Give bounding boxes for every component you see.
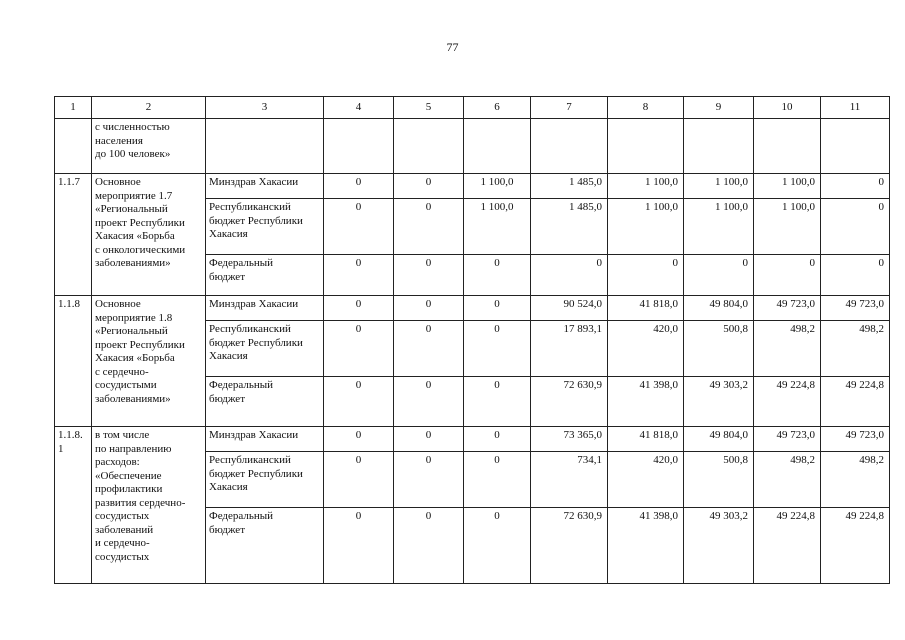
header-cell: 4 <box>324 97 394 119</box>
value-cell: 1 100,0 <box>608 199 684 255</box>
value-cell: 0 <box>324 508 394 584</box>
value-cell: 0 <box>464 427 531 452</box>
item-code: 1.1.8 <box>55 296 92 427</box>
value-cell: 0 <box>464 452 531 508</box>
value-cell: 73 365,0 <box>531 427 608 452</box>
item-code: 1.1.8. 1 <box>55 427 92 584</box>
budget-table <box>54 96 890 584</box>
value-cell: 90 524,0 <box>531 296 608 321</box>
value-cell: 0 <box>394 508 464 584</box>
empty-cell <box>394 119 464 174</box>
value-cell: 0 <box>324 174 394 199</box>
funding-source: Федеральный бюджет <box>206 255 324 296</box>
value-cell: 0 <box>394 296 464 321</box>
value-cell: 49 804,0 <box>684 427 754 452</box>
item-title: в том числе по направлению расходов: «Обеспечение профилактики развития сердечно- сосудистых заболеваний и сердечно- сосудистых <box>92 427 206 584</box>
continuation-row <box>55 119 890 174</box>
value-cell: 41 398,0 <box>608 377 684 427</box>
value-cell: 49 224,8 <box>754 508 821 584</box>
value-cell: 0 <box>684 255 754 296</box>
value-cell: 72 630,9 <box>531 508 608 584</box>
value-cell: 0 <box>464 321 531 377</box>
value-cell: 1 100,0 <box>464 174 531 199</box>
value-cell: 0 <box>324 296 394 321</box>
value-cell: 49 303,2 <box>684 377 754 427</box>
value-cell: 0 <box>394 427 464 452</box>
empty-cell <box>531 119 608 174</box>
value-cell: 1 485,0 <box>531 199 608 255</box>
value-cell: 0 <box>394 174 464 199</box>
value-cell: 498,2 <box>754 452 821 508</box>
value-cell: 41 398,0 <box>608 508 684 584</box>
empty-cell <box>206 119 324 174</box>
value-cell: 0 <box>754 255 821 296</box>
value-cell: 0 <box>394 377 464 427</box>
value-cell: 49 723,0 <box>754 296 821 321</box>
funding-source: Республиканский бюджет Республики Хакасия <box>206 321 324 377</box>
funding-source: Республиканский бюджет Республики Хакасия <box>206 452 324 508</box>
item-title: Основное мероприятие 1.7 «Региональный проект Республики Хакасия «Борьба с онкологическими заболеваниями» <box>92 174 206 296</box>
empty-cell <box>684 119 754 174</box>
value-cell: 420,0 <box>608 321 684 377</box>
header-cell: 2 <box>92 97 206 119</box>
value-cell: 49 224,8 <box>821 508 890 584</box>
continuation-text: с численностью населения до 100 человек» <box>92 119 206 174</box>
funding-source: Минздрав Хакасии <box>206 427 324 452</box>
table-row <box>55 296 890 321</box>
value-cell: 1 100,0 <box>684 199 754 255</box>
value-cell: 0 <box>324 255 394 296</box>
value-cell: 0 <box>394 452 464 508</box>
value-cell: 1 485,0 <box>531 174 608 199</box>
table-row <box>55 174 890 199</box>
value-cell: 0 <box>608 255 684 296</box>
value-cell: 41 818,0 <box>608 427 684 452</box>
header-cell: 6 <box>464 97 531 119</box>
value-cell: 0 <box>324 427 394 452</box>
page-number: 77 <box>446 40 459 54</box>
header-cell: 9 <box>684 97 754 119</box>
value-cell: 1 100,0 <box>464 199 531 255</box>
value-cell: 0 <box>821 199 890 255</box>
value-cell: 1 100,0 <box>684 174 754 199</box>
value-cell: 49 804,0 <box>684 296 754 321</box>
header-cell: 11 <box>821 97 890 119</box>
value-cell: 0 <box>464 255 531 296</box>
value-cell: 0 <box>394 199 464 255</box>
header-cell: 3 <box>206 97 324 119</box>
empty-cell <box>821 119 890 174</box>
value-cell: 498,2 <box>754 321 821 377</box>
value-cell: 1 100,0 <box>754 174 821 199</box>
value-cell: 0 <box>324 199 394 255</box>
value-cell: 49 303,2 <box>684 508 754 584</box>
value-cell: 49 224,8 <box>754 377 821 427</box>
value-cell: 420,0 <box>608 452 684 508</box>
value-cell: 500,8 <box>684 452 754 508</box>
header-cell: 5 <box>394 97 464 119</box>
value-cell: 498,2 <box>821 321 890 377</box>
empty-cell <box>464 119 531 174</box>
header-cell: 10 <box>754 97 821 119</box>
item-title: Основное мероприятие 1.8 «Региональный проект Республики Хакасия «Борьба с сердечно- сосудистыми заболеваниями» <box>92 296 206 427</box>
header-row <box>55 97 890 119</box>
value-cell: 72 630,9 <box>531 377 608 427</box>
value-cell: 49 224,8 <box>821 377 890 427</box>
value-cell: 0 <box>394 321 464 377</box>
value-cell: 0 <box>821 174 890 199</box>
header-cell: 7 <box>531 97 608 119</box>
funding-source: Федеральный бюджет <box>206 377 324 427</box>
value-cell: 0 <box>394 255 464 296</box>
value-cell: 498,2 <box>821 452 890 508</box>
empty-cell <box>754 119 821 174</box>
value-cell: 0 <box>324 452 394 508</box>
continuation-code-cell <box>55 119 92 174</box>
funding-source: Республиканский бюджет Республики Хакасия <box>206 199 324 255</box>
value-cell: 41 818,0 <box>608 296 684 321</box>
value-cell: 49 723,0 <box>821 296 890 321</box>
value-cell: 17 893,1 <box>531 321 608 377</box>
empty-cell <box>608 119 684 174</box>
value-cell: 49 723,0 <box>754 427 821 452</box>
funding-source: Федеральный бюджет <box>206 508 324 584</box>
value-cell: 0 <box>464 377 531 427</box>
value-cell: 1 100,0 <box>754 199 821 255</box>
value-cell: 0 <box>324 321 394 377</box>
value-cell: 500,8 <box>684 321 754 377</box>
value-cell: 734,1 <box>531 452 608 508</box>
header-cell: 8 <box>608 97 684 119</box>
value-cell: 0 <box>821 255 890 296</box>
funding-source: Минздрав Хакасии <box>206 296 324 321</box>
value-cell: 0 <box>464 508 531 584</box>
value-cell: 0 <box>531 255 608 296</box>
value-cell: 1 100,0 <box>608 174 684 199</box>
value-cell: 0 <box>464 296 531 321</box>
value-cell: 0 <box>324 377 394 427</box>
value-cell: 49 723,0 <box>821 427 890 452</box>
item-code: 1.1.7 <box>55 174 92 296</box>
header-cell: 1 <box>55 97 92 119</box>
empty-cell <box>324 119 394 174</box>
funding-source: Минздрав Хакасии <box>206 174 324 199</box>
table-row <box>55 427 890 452</box>
